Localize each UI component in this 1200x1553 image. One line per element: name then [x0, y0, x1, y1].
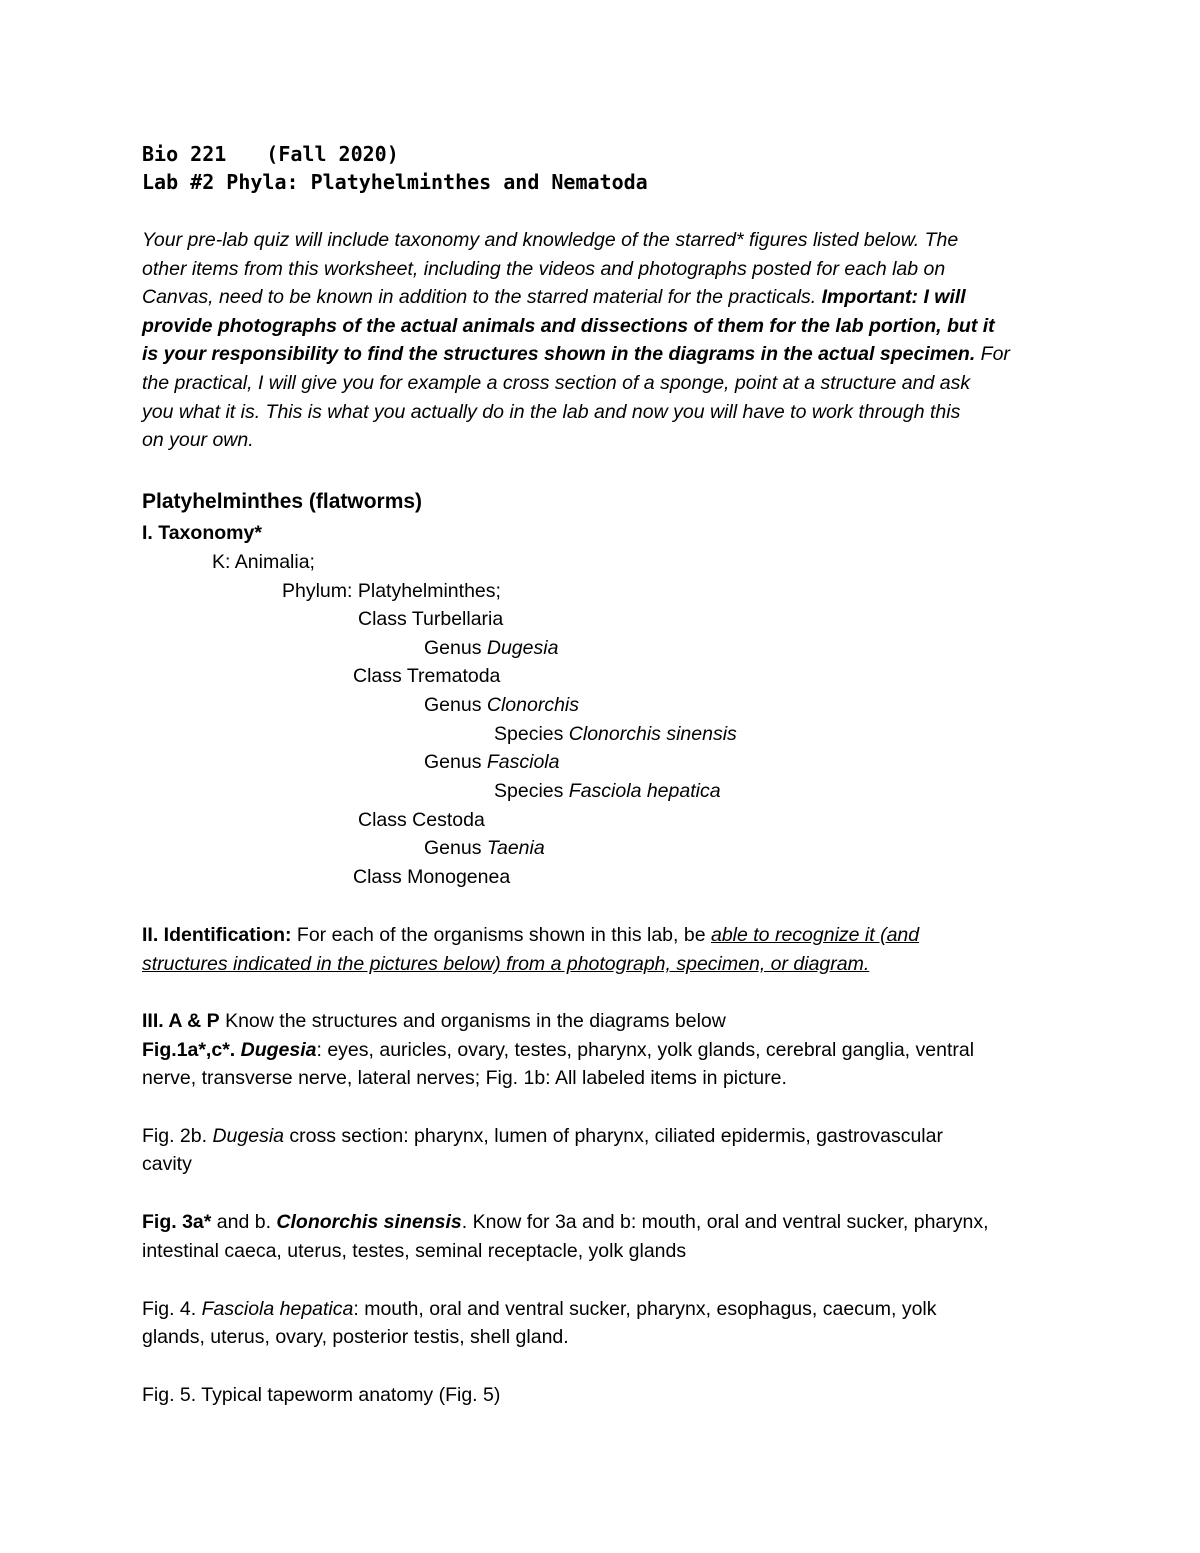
species-name: Fasciola hepatica	[568, 780, 721, 802]
fig4-text: : mouth, oral and ventral sucker, pharynx, esophagus, caecum, yolk	[353, 1298, 937, 1320]
genus-label: Genus	[424, 694, 487, 716]
intro-line-2: other items from this worksheet, including the videos and photographs posted for each lab on	[142, 258, 946, 280]
intro-line-1: Your pre-lab quiz will include taxonomy and knowledge of the starred* figures listed below. The	[142, 229, 959, 251]
taxonomy-genus-dugesia	[424, 634, 558, 662]
genus-label: Genus	[424, 751, 487, 773]
taxonomy-class-monogenea: Class Monogenea	[353, 866, 511, 888]
species-label: Species	[494, 723, 569, 745]
intro-line-7: you what it is. This is what you actually do in the lab and now you will have to work through this	[142, 401, 961, 423]
course-code: Bio 221	[142, 142, 227, 166]
fig4-line-1	[142, 1295, 937, 1323]
intro-line-3-text: Canvas, need to be known in addition to the starred material for the practicals.	[142, 286, 822, 308]
taxonomy-class-turbellaria: Class Turbellaria	[358, 608, 504, 630]
fig3-text: Know for 3a and b: mouth, oral and ventral sucker, pharynx,	[467, 1211, 989, 1233]
taxonomy-species-fasciola	[494, 777, 721, 805]
genus-name: Dugesia	[486, 637, 559, 659]
fig5-line: Fig. 5. Typical tapeworm anatomy (Fig. 5)	[142, 1384, 501, 1406]
fig2-label: Fig. 2b.	[142, 1125, 213, 1147]
genus-label: Genus	[424, 837, 487, 859]
fig4-species: Fasciola hepatica	[201, 1298, 354, 1320]
fig3-line-2: intestinal caeca, uterus, testes, seminal receptacle, yolk glands	[142, 1240, 687, 1262]
intro-line-3	[142, 283, 966, 311]
fig4-line-2: glands, uterus, ovary, posterior testis, shell gland.	[142, 1326, 569, 1348]
fig2-genus: Dugesia	[212, 1125, 284, 1147]
fig3-label: Fig. 3a*	[142, 1211, 212, 1233]
taxonomy-class-trematoda: Class Trematoda	[353, 665, 501, 687]
taxonomy-phylum: Phylum: Platyhelminthes;	[282, 580, 501, 602]
species-name: Clonorchis sinensis	[568, 723, 737, 745]
taxonomy-class-cestoda: Class Cestoda	[358, 809, 485, 831]
identification-label: II. Identification:	[142, 924, 292, 946]
taxonomy-genus-fasciola	[424, 748, 560, 776]
fig3-line-1	[142, 1208, 989, 1236]
identification-line-2: structures indicated in the pictures below) from a photograph, specimen, or diagram.	[142, 953, 870, 975]
intro-line-8: on your own.	[142, 429, 254, 451]
intro-line-6: the practical, I will give you for example a cross section of a sponge, point at a structure and ask	[142, 372, 971, 394]
taxonomy-heading: I. Taxonomy*	[142, 522, 262, 544]
intro-line-5-text: For	[975, 343, 1010, 365]
genus-name: Fasciola	[486, 751, 560, 773]
intro-line-4: provide photographs of the actual animals and dissections of them for the lab portion, but it	[142, 315, 995, 337]
identification-line-1	[142, 921, 919, 949]
genus-name: Clonorchis	[486, 694, 579, 716]
intro-line-5	[142, 340, 1010, 368]
genus-label: Genus	[424, 637, 487, 659]
species-label: Species	[494, 780, 569, 802]
course-term: (Fall 2020)	[266, 142, 399, 166]
fig4-label: Fig. 4.	[142, 1298, 202, 1320]
fig1-genus: Dugesia	[240, 1039, 317, 1061]
section-heading: Platyhelminthes (flatworms)	[142, 490, 423, 513]
intro-line-5-bold: is your responsibility to find the structures shown in the diagrams in the actual specimen.	[142, 343, 976, 365]
taxonomy-genus-clonorchis	[424, 691, 579, 719]
lab-title: Lab #2 Phyla: Platyhelminthes and Nematoda	[142, 170, 648, 194]
intro-important: Important: I will	[821, 286, 966, 308]
fig3-and: and b.	[211, 1211, 277, 1233]
fig2-text: cross section: pharynx, lumen of pharynx, ciliated epidermis, gastrovascular	[284, 1125, 943, 1147]
anatomy-label: III. A & P	[142, 1010, 220, 1032]
genus-name: Taenia	[486, 837, 545, 859]
anatomy-text: Know the structures and organisms in the diagrams below	[219, 1010, 726, 1032]
fig1-text: : eyes, auricles, ovary, testes, pharynx, yolk glands, cerebral ganglia, ventral	[316, 1039, 975, 1061]
taxonomy-kingdom: K: Animalia;	[212, 551, 315, 573]
fig3-dot: .	[461, 1211, 468, 1233]
taxonomy-species-clonorchis	[494, 720, 737, 748]
taxonomy-genus-taenia	[424, 834, 545, 862]
fig2-line-2: cavity	[142, 1153, 192, 1175]
identification-underline-1: able to recognize it (and	[710, 924, 920, 946]
course-title-line	[142, 140, 399, 168]
fig1-label: Fig.1a*,c*.	[142, 1039, 241, 1061]
fig2-line-1	[142, 1122, 943, 1150]
fig1-line-1	[142, 1036, 974, 1064]
fig1-line-2: nerve, transverse nerve, lateral nerves; Fig. 1b: All labeled items in picture.	[142, 1067, 787, 1089]
anatomy-heading-line	[142, 1007, 726, 1035]
fig3-species: Clonorchis sinensis	[276, 1211, 462, 1233]
identification-text: For each of the organisms shown in this lab, be	[291, 924, 711, 946]
